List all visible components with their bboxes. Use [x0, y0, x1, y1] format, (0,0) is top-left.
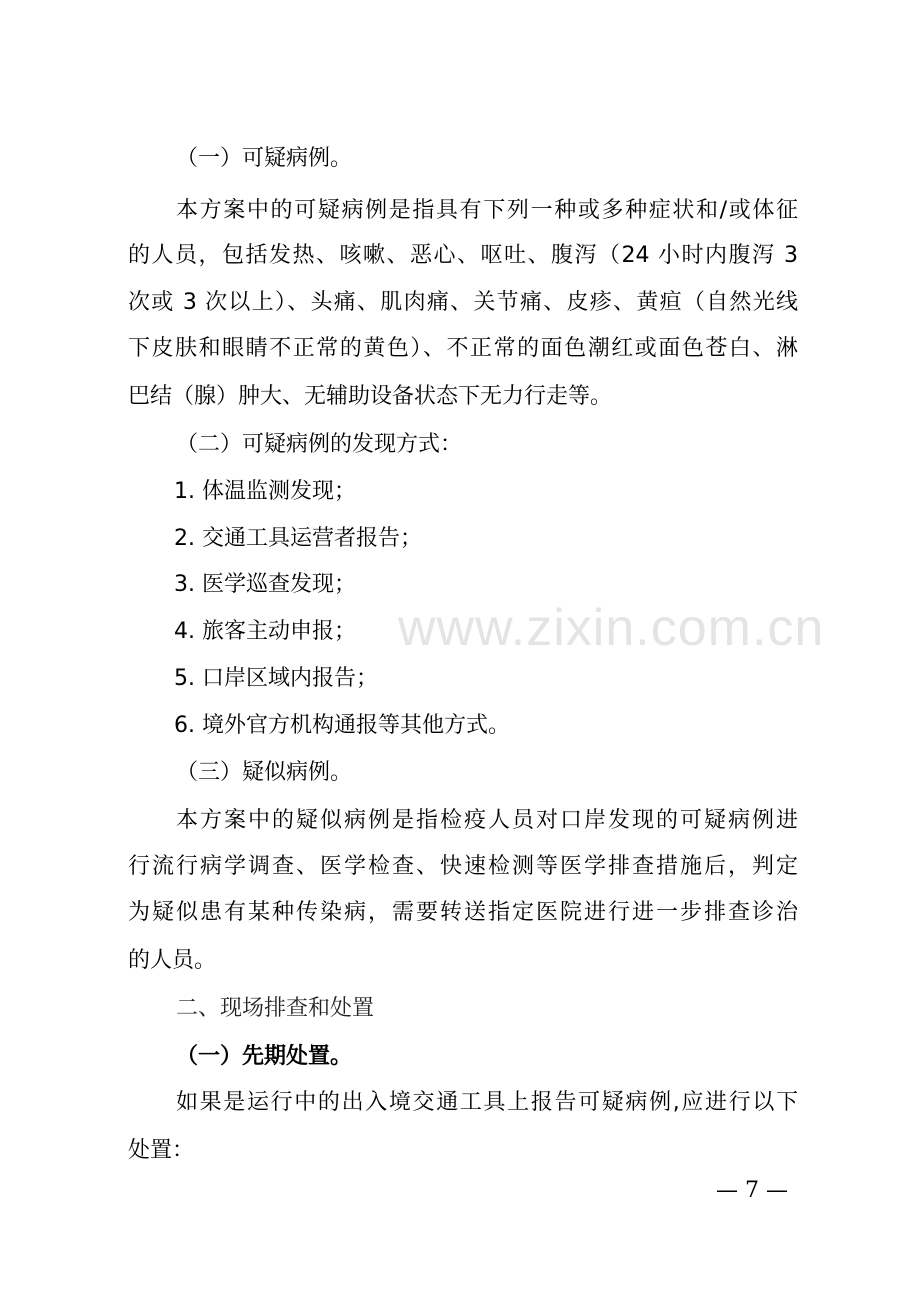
list-item: 1. 体温监测发现； — [174, 479, 356, 504]
paragraph-line: 处置： — [128, 1138, 195, 1163]
paragraph-line: 的人员。 — [128, 948, 217, 973]
paragraph-line: 行流行病学调查、医学检查、快速检测等医学排查措施后，判定 — [128, 854, 798, 879]
section-heading-discovery-methods: （二）可疑病例的发现方式： — [176, 432, 463, 457]
list-item: 5. 口岸区域内报告； — [174, 666, 378, 691]
list-item: 6. 境外官方机构通报等其他方式。 — [174, 713, 510, 738]
list-item: 2. 交通工具运营者报告； — [174, 526, 422, 551]
list-item: 3. 医学巡查发现； — [174, 572, 356, 597]
page-number: — 7 — — [716, 1178, 788, 1203]
subsection-heading-initial-handling: （一）先期处置。 — [176, 1044, 353, 1069]
section-heading-onsite-screening: 二、现场排查和处置 — [176, 996, 375, 1021]
paragraph-line: 次或 3 次以上）、头痛、肌肉痛、关节痛、皮疹、黄疸（自然光线 — [128, 290, 798, 315]
paragraph-line: 本方案中的可疑病例是指具有下列一种或多种症状和/或体征 — [176, 198, 798, 223]
list-item: 4. 旅客主动申报； — [174, 619, 356, 644]
paragraph-line: 下皮肤和眼睛不正常的黄色）、不正常的面色潮红或面色苍白、淋 — [128, 336, 798, 361]
paragraph-line: 的人员，包括发热、咳嗽、恶心、呕吐、腹泻（24 小时内腹泻 3 — [128, 243, 798, 268]
section-heading-suspected-cases: （三）疑似病例。 — [176, 760, 353, 785]
watermark: www.zixin.com.cn — [398, 599, 825, 657]
paragraph-line: 为疑似患有某种传染病，需要转送指定医院进行进一步排查诊治 — [128, 900, 798, 925]
paragraph-line: 如果是运行中的出入境交通工具上报告可疑病例,应进行以下 — [176, 1090, 798, 1115]
section-heading-suspicious-cases: （一）可疑病例。 — [176, 146, 353, 171]
paragraph-line: 巴结（腺）肿大、无辅助设备状态下无力行走等。 — [128, 384, 613, 409]
paragraph-line: 本方案中的疑似病例是指检疫人员对口岸发现的可疑病例进 — [176, 808, 798, 833]
